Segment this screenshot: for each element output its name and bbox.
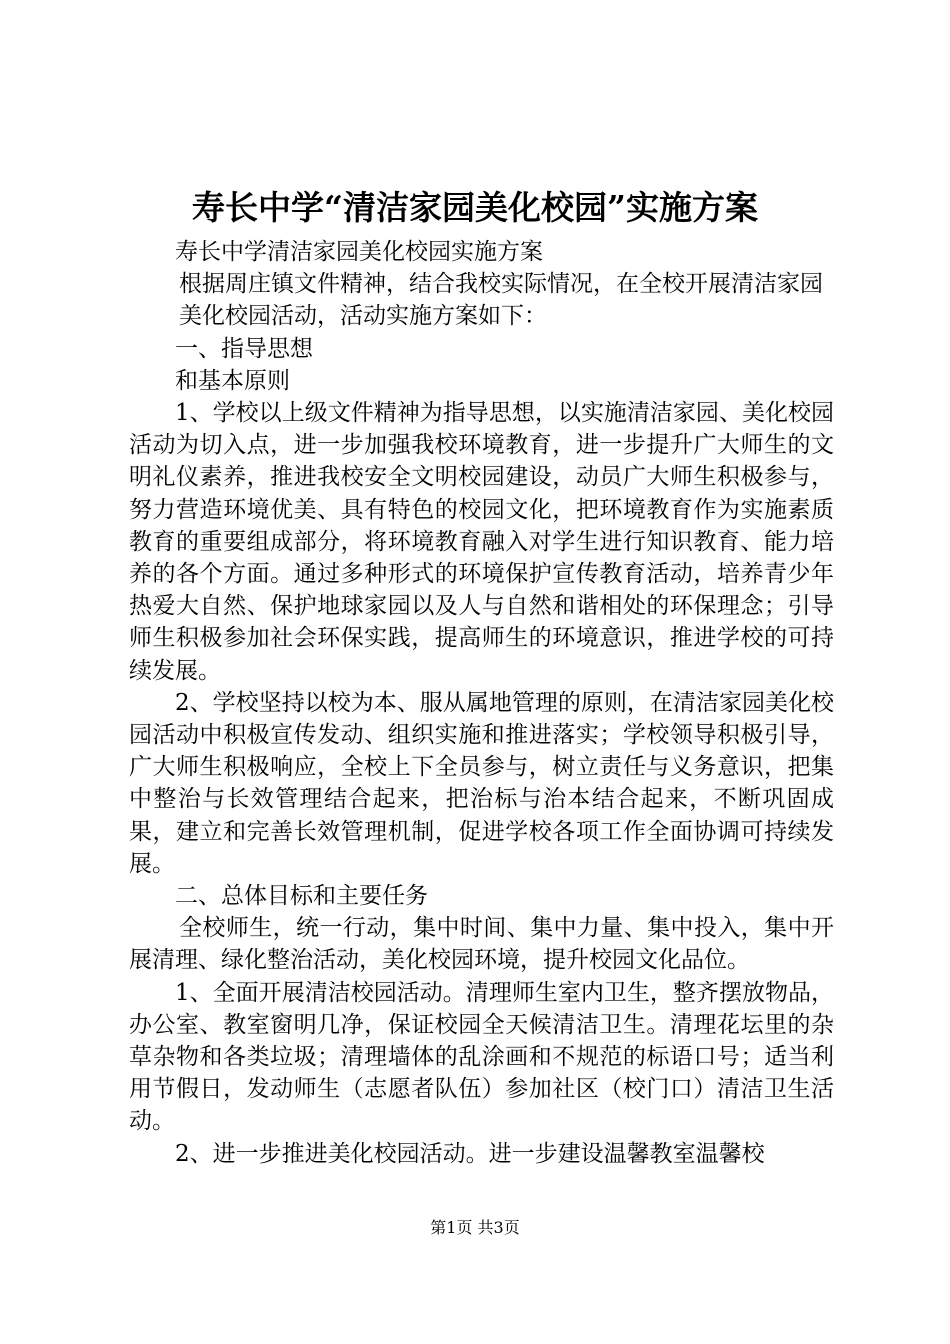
section-heading-goals-tasks: 二、总体目标和主要任务 <box>175 883 428 910</box>
paragraph-subtitle: 寿长中学清洁家园美化校园实施方案 <box>175 239 543 265</box>
page-footer <box>0 1217 950 1239</box>
paragraph-task-1: 1、全面开展清洁校园活动。清理师生室内卫生，整齐摆放物品，办公室、教室窗明几净，保证校园全天候清洁卫生。清理花坛里的杂草杂物和各类垃圾；清理墙体的乱涂画和不规范的标语口号；适当利用节假日，发动师生（志愿者队伍）参加社区（校门口）清洁卫生活动。 <box>129 979 834 1135</box>
document-title: 寿长中学“清洁家园美化校园”实施方案 <box>192 188 758 227</box>
page-number: 第1页 <box>430 1218 473 1237</box>
paragraph-intro: 根据周庄镇文件精神，结合我校实际情况，在全校开展清洁家园 <box>179 271 823 298</box>
section-heading-basic-principles: 和基本原则 <box>175 367 290 394</box>
document-body <box>129 236 834 1170</box>
section-heading-guiding-ideology: 一、指导思想 <box>175 335 313 362</box>
paragraph-principle-1: 1、学校以上级文件精神为指导思想，以实施清洁家园、美化校园活动为切入点，进一步加强我校环境教育，进一步提升广大师生的文明礼仪素养，推进我校安全文明校园建设，动员广大师生积极参与，努力营造环境优美、具有特色的校园文化，把环境教育作为实施素质教育的重要组成部分，将环境教育融入对学生进行知识教育、能力培养的各个方面。通过多种形式的环境保护宣传教育活动，培养青少年热爱大自然、保护地球家园以及人与自然和谐相处的环保理念；引导师生积极参加社会环保实践，提高师生的环境意识，推进学校的可持续发展。 <box>129 400 834 684</box>
paragraph-overall-goal: 全校师生，统一行动，集中时间、集中力量、集中投入，集中开展清理、绿化整治活动，美化校园环境，提升校园文化品位。 <box>129 915 834 974</box>
page-total: 共3页 <box>477 1218 520 1237</box>
paragraph-principle-2: 2、学校坚持以校为本、服从属地管理的原则，在清洁家园美化校园活动中积极宣传发动、组织实施和推进落实；学校领导积极引导，广大师生积极响应，全校上下全员参与，树立责任与义务意识，把集中整治与长效管理结合起来，把治标与治本结合起来，不断巩固成果，建立和完善长效管理机制，促进学校各项工作全面协调可持续发展。 <box>129 689 834 877</box>
paragraph-task-2: 2、进一步推进美化校园活动。进一步建设温馨教室温馨校 <box>175 1140 765 1167</box>
paragraph-intro-continued: 美化校园活动，活动实施方案如下： <box>179 303 547 330</box>
